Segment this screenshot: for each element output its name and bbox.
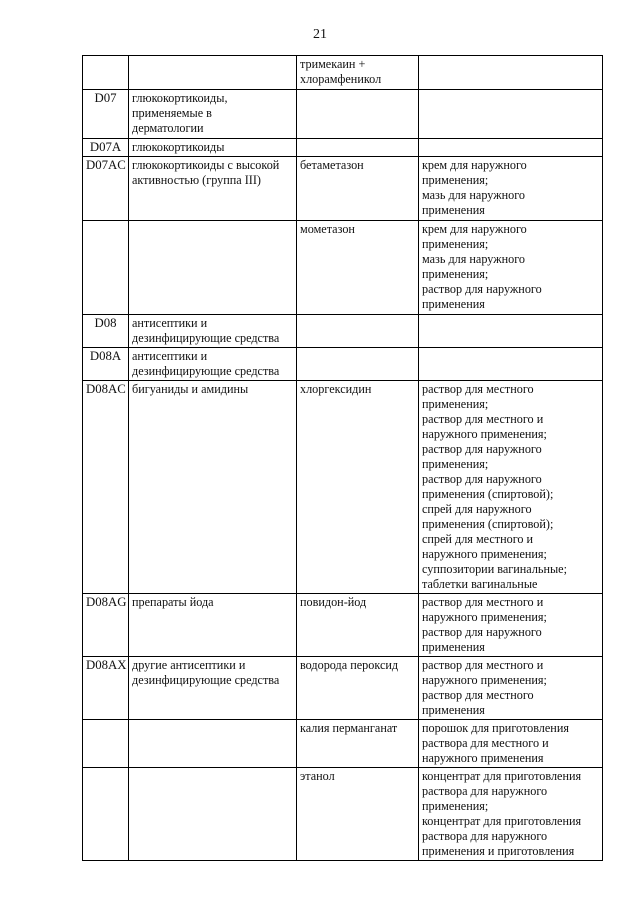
forms-text-line: концентрат для приготовления xyxy=(422,769,582,783)
atc-code-cell: D07 xyxy=(83,90,129,139)
anatomical-therapeutic-group-cell xyxy=(129,594,297,657)
dosage-forms-cell xyxy=(419,90,603,139)
table-row xyxy=(83,381,603,594)
forms-text-line: раствор для наружного xyxy=(422,442,542,456)
forms-text-line: раствор для местного и xyxy=(422,595,544,609)
group-text-line: бигуаниды и амидины xyxy=(132,382,249,396)
drug-text-line: хлоргексидин xyxy=(300,382,372,396)
table-row xyxy=(83,720,603,768)
group-text-line: препараты йода xyxy=(132,595,214,609)
forms-text-line: наружного применения; xyxy=(422,673,547,687)
drug-text-line: водорода пероксид xyxy=(300,658,399,672)
forms-text-line: применения; xyxy=(422,237,489,251)
anatomical-therapeutic-group-cell xyxy=(129,768,297,861)
group-text-line: другие антисептики и xyxy=(132,658,246,672)
forms-text-line: применения (спиртовой); xyxy=(422,487,554,501)
drug-name-cell xyxy=(297,56,419,90)
forms-text-line: раствор для местного и xyxy=(422,658,544,672)
dosage-forms-cell xyxy=(419,221,603,315)
forms-text-line: наружного применения; xyxy=(422,610,547,624)
forms-text-line: раствор для наружного xyxy=(422,625,542,639)
dosage-forms-cell xyxy=(419,720,603,768)
dosage-forms-cell xyxy=(419,768,603,861)
drug-classification-table xyxy=(82,55,603,861)
atc-code-cell xyxy=(83,56,129,90)
anatomical-therapeutic-group-cell xyxy=(129,720,297,768)
drug-name-cell xyxy=(297,768,419,861)
atc-code-cell: D07AC xyxy=(83,157,129,221)
table-row xyxy=(83,348,603,381)
forms-text-line: применения; xyxy=(422,173,489,187)
atc-code-cell: D08AG xyxy=(83,594,129,657)
forms-text-line: мазь для наружного xyxy=(422,188,526,202)
forms-text-line: применения xyxy=(422,640,485,654)
forms-text-line: наружного применения; xyxy=(422,547,547,561)
drug-text-line: бетаметазон xyxy=(300,158,364,172)
atc-code-cell: D08 xyxy=(83,315,129,348)
group-text-line: дезинфицирующие средства xyxy=(132,331,280,345)
anatomical-therapeutic-group-cell xyxy=(129,157,297,221)
forms-text-line: наружного применения xyxy=(422,751,544,765)
table-row xyxy=(83,139,603,157)
dosage-forms-cell xyxy=(419,139,603,157)
dosage-forms-cell xyxy=(419,157,603,221)
forms-text-line: суппозитории вагинальные; xyxy=(422,562,567,576)
dosage-forms-cell xyxy=(419,315,603,348)
forms-text-line: мазь для наружного xyxy=(422,252,526,266)
atc-code-cell: D08A xyxy=(83,348,129,381)
forms-text-line: применения; xyxy=(422,397,489,411)
forms-text-line: раствора для местного и xyxy=(422,736,549,750)
atc-code-cell: D07A xyxy=(83,139,129,157)
forms-text-line: таблетки вагинальные xyxy=(422,577,538,591)
drug-name-cell xyxy=(297,139,419,157)
table-row xyxy=(83,56,603,90)
table-row xyxy=(83,90,603,139)
anatomical-therapeutic-group-cell xyxy=(129,315,297,348)
dosage-forms-cell xyxy=(419,657,603,720)
table-row xyxy=(83,221,603,315)
forms-text-line: концентрат для приготовления xyxy=(422,814,582,828)
anatomical-therapeutic-group-cell xyxy=(129,657,297,720)
group-text-line: антисептики и xyxy=(132,316,208,330)
table-row xyxy=(83,594,603,657)
atc-code-cell xyxy=(83,720,129,768)
table-row xyxy=(83,157,603,221)
atc-code-cell: D08AX xyxy=(83,657,129,720)
table-row xyxy=(83,768,603,861)
group-text-line: дерматологии xyxy=(132,121,204,135)
forms-text-line: применения xyxy=(422,297,485,311)
group-text-line: активностью (группа III) xyxy=(132,173,261,187)
drug-name-cell xyxy=(297,157,419,221)
forms-text-line: порошок для приготовления xyxy=(422,721,569,735)
atc-code-cell: D08AC xyxy=(83,381,129,594)
drug-text-line: тримекаин + xyxy=(300,57,366,71)
forms-text-line: применения xyxy=(422,703,485,717)
drug-name-cell xyxy=(297,594,419,657)
forms-text-line: наружного применения; xyxy=(422,427,547,441)
forms-text-line: раствор для местного и xyxy=(422,412,544,426)
forms-text-line: крем для наружного xyxy=(422,158,527,172)
drug-name-cell xyxy=(297,720,419,768)
anatomical-therapeutic-group-cell xyxy=(129,139,297,157)
forms-text-line: раствор для местного xyxy=(422,688,534,702)
group-text-line: дезинфицирующие средства xyxy=(132,673,280,687)
drug-text-line: повидон-йод xyxy=(300,595,367,609)
forms-text-line: применения; xyxy=(422,457,489,471)
forms-text-line: крем для наружного xyxy=(422,222,527,236)
drug-text-line: калия перманганат xyxy=(300,721,398,735)
drug-name-cell xyxy=(297,381,419,594)
anatomical-therapeutic-group-cell xyxy=(129,56,297,90)
group-text-line: глюкокортикоиды с высокой xyxy=(132,158,280,172)
dosage-forms-cell xyxy=(419,381,603,594)
drug-name-cell xyxy=(297,315,419,348)
forms-text-line: спрей для местного и xyxy=(422,532,534,546)
table-row xyxy=(83,315,603,348)
atc-code-cell xyxy=(83,221,129,315)
dosage-forms-cell xyxy=(419,348,603,381)
group-text-line: дезинфицирующие средства xyxy=(132,364,280,378)
anatomical-therapeutic-group-cell xyxy=(129,381,297,594)
group-text-line: глюкокортикоиды, xyxy=(132,91,228,105)
drug-text-line: мометазон xyxy=(300,222,355,236)
forms-text-line: применения (спиртовой); xyxy=(422,517,554,531)
forms-text-line: применения и приготовления xyxy=(422,844,575,858)
drug-name-cell xyxy=(297,90,419,139)
forms-text-line: спрей для наружного xyxy=(422,502,532,516)
forms-text-line: применения xyxy=(422,203,485,217)
anatomical-therapeutic-group-cell xyxy=(129,90,297,139)
anatomical-therapeutic-group-cell xyxy=(129,221,297,315)
forms-text-line: раствора для наружного xyxy=(422,829,548,843)
forms-text-line: раствор для наружного xyxy=(422,282,542,296)
drug-text-line: хлорамфеникол xyxy=(300,72,382,86)
forms-text-line: раствор для наружного xyxy=(422,472,542,486)
group-text-line: глюкокортикоиды xyxy=(132,140,225,154)
table-row xyxy=(83,657,603,720)
page-number: 21 xyxy=(313,27,327,42)
drug-name-cell xyxy=(297,657,419,720)
dosage-forms-cell xyxy=(419,594,603,657)
group-text-line: антисептики и xyxy=(132,349,208,363)
group-text-line: применяемые в xyxy=(132,106,212,120)
drug-name-cell xyxy=(297,348,419,381)
dosage-forms-cell xyxy=(419,56,603,90)
forms-text-line: применения; xyxy=(422,799,489,813)
forms-text-line: раствора для наружного xyxy=(422,784,548,798)
forms-text-line: применения; xyxy=(422,267,489,281)
forms-text-line: раствор для местного xyxy=(422,382,534,396)
drug-text-line: этанол xyxy=(300,769,335,783)
anatomical-therapeutic-group-cell xyxy=(129,348,297,381)
drug-name-cell xyxy=(297,221,419,315)
atc-code-cell xyxy=(83,768,129,861)
